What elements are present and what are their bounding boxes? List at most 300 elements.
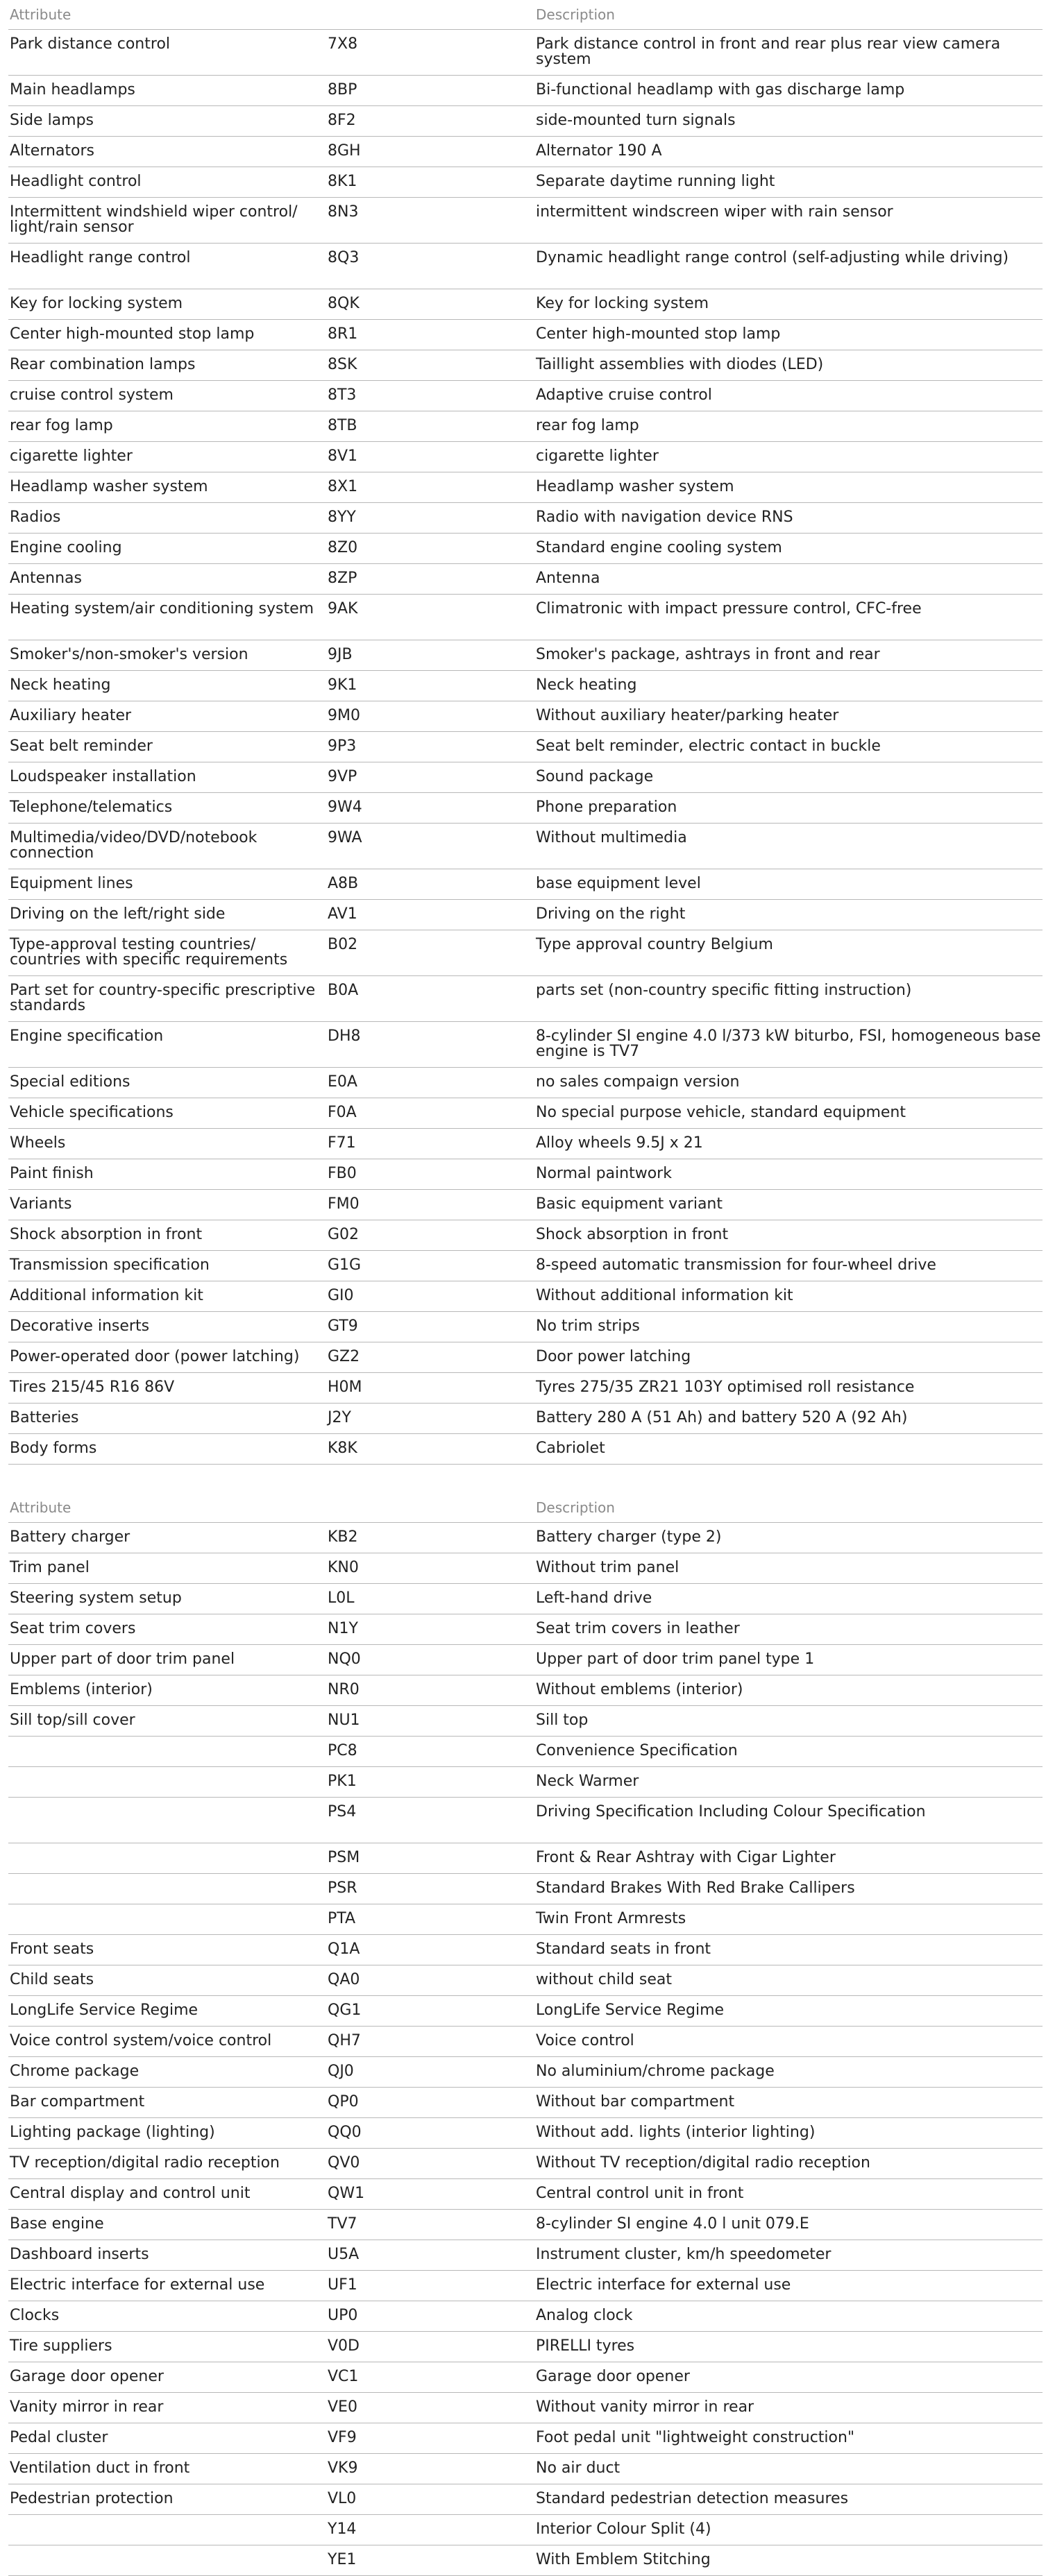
table-row [8, 1614, 1043, 1645]
code-cell: GT9 [326, 1312, 534, 1342]
description-cell: Sound package [534, 762, 1043, 793]
code-cell: H0M [326, 1373, 534, 1404]
attribute-cell: Tire suppliers [8, 2332, 326, 2362]
description-cell: No air duct [534, 2454, 1043, 2484]
attribute-cell: Vehicle specifications [8, 1098, 326, 1129]
description-cell: Battery 280 A (51 Ah) and battery 520 A (92 Ah) [534, 1404, 1043, 1434]
code-cell: PTA [326, 1904, 534, 1935]
description-cell: Electric interface for external use [534, 2271, 1043, 2301]
code-cell: 9VP [326, 762, 534, 793]
code-cell: VE0 [326, 2393, 534, 2423]
code-cell: DH8 [326, 1022, 534, 1068]
table-row [8, 1584, 1043, 1614]
description-cell: Radio with navigation device RNS [534, 503, 1043, 534]
attribute-cell: Multimedia/video/DVD/notebook connection [8, 824, 326, 869]
attribute-cell: Sill top/sill cover [8, 1706, 326, 1737]
table-row [8, 1220, 1043, 1251]
description-cell: Type approval country Belgium [534, 930, 1043, 976]
table-row [8, 2362, 1043, 2393]
table-header-row [8, 1493, 1043, 1523]
attribute-cell: Engine cooling [8, 534, 326, 564]
description-cell: Without emblems (interior) [534, 1675, 1043, 1706]
code-cell: 8R1 [326, 320, 534, 350]
attribute-cell: Chrome package [8, 2057, 326, 2088]
description-cell: LongLife Service Regime [534, 1996, 1043, 2027]
code-cell: UP0 [326, 2301, 534, 2332]
table-row [8, 1404, 1043, 1434]
table-row [8, 2240, 1043, 2271]
description-cell: Standard Brakes With Red Brake Callipers [534, 1874, 1043, 1904]
attribute-cell: Seat belt reminder [8, 732, 326, 762]
table-row [8, 1706, 1043, 1737]
table-row [8, 1996, 1043, 2027]
attribute-cell: Equipment lines [8, 869, 326, 900]
table-row [8, 2454, 1043, 2484]
description-cell: Phone preparation [534, 793, 1043, 824]
code-column-header [326, 0, 534, 30]
attribute-cell: Seat trim covers [8, 1614, 326, 1645]
description-cell: Without TV reception/digital radio reception [534, 2149, 1043, 2179]
description-cell: Upper part of door trim panel type 1 [534, 1645, 1043, 1675]
code-cell: G1G [326, 1251, 534, 1281]
description-cell: Neck Warmer [534, 1767, 1043, 1798]
table-body [8, 30, 1043, 1465]
code-cell: Q1A [326, 1935, 534, 1965]
table-body [8, 1523, 1043, 2576]
code-cell: PSR [326, 1874, 534, 1904]
equipment-table-2 [8, 1493, 1043, 2576]
table-row [8, 2332, 1043, 2362]
description-cell: Center high-mounted stop lamp [534, 320, 1043, 350]
table-row [8, 1129, 1043, 1159]
table-row [8, 1098, 1043, 1129]
attribute-cell: cigarette lighter [8, 442, 326, 472]
description-cell: Seat trim covers in leather [534, 1614, 1043, 1645]
description-cell: Driving on the right [534, 900, 1043, 930]
code-cell: PK1 [326, 1767, 534, 1798]
attribute-cell: Rear combination lamps [8, 350, 326, 381]
attribute-cell: Headlight control [8, 167, 326, 198]
table-row [8, 2515, 1043, 2545]
description-cell: Standard pedestrian detection measures [534, 2484, 1043, 2515]
description-cell: Without trim panel [534, 1553, 1043, 1584]
table-row [8, 671, 1043, 701]
attribute-cell: Headlamp washer system [8, 472, 326, 503]
table-row [8, 640, 1043, 671]
description-cell: Without additional information kit [534, 1281, 1043, 1312]
attribute-cell: Auxiliary heater [8, 701, 326, 732]
attribute-cell [8, 1843, 326, 1874]
description-cell: Without auxiliary heater/parking heater [534, 701, 1043, 732]
code-cell: NR0 [326, 1675, 534, 1706]
attribute-cell: Child seats [8, 1965, 326, 1996]
code-cell: KN0 [326, 1553, 534, 1584]
table-row [8, 1312, 1043, 1342]
table-row [8, 793, 1043, 824]
description-cell: Without add. lights (interior lighting) [534, 2118, 1043, 2149]
attribute-cell: Park distance control [8, 30, 326, 76]
table-row [8, 289, 1043, 320]
description-cell: cigarette lighter [534, 442, 1043, 472]
code-cell: 8GH [326, 137, 534, 167]
code-cell: QJ0 [326, 2057, 534, 2088]
description-cell: without child seat [534, 1965, 1043, 1996]
table-row [8, 167, 1043, 198]
attribute-cell: Garage door opener [8, 2362, 326, 2393]
code-cell: PS4 [326, 1798, 534, 1843]
table-separator [8, 1465, 1043, 1493]
code-cell: 8TB [326, 411, 534, 442]
table-row [8, 1251, 1043, 1281]
table-row [8, 869, 1043, 900]
attribute-cell: Type-approval testing countries/ countries with specific requirements [8, 930, 326, 976]
attribute-cell: Trim panel [8, 1553, 326, 1584]
attribute-cell: Decorative inserts [8, 1312, 326, 1342]
attribute-cell: Headlight range control [8, 244, 326, 289]
table-row [8, 2057, 1043, 2088]
code-cell: GZ2 [326, 1342, 534, 1373]
table-row [8, 1159, 1043, 1190]
table-row [8, 503, 1043, 534]
description-cell: 8-cylinder SI engine 4.0 l unit 079.E [534, 2210, 1043, 2240]
description-cell: Without vanity mirror in rear [534, 2393, 1043, 2423]
table-row [8, 1553, 1043, 1584]
table-row [8, 1874, 1043, 1904]
code-cell: 9M0 [326, 701, 534, 732]
attribute-cell: Pedal cluster [8, 2423, 326, 2454]
description-cell: PIRELLI tyres [534, 2332, 1043, 2362]
attribute-cell: Neck heating [8, 671, 326, 701]
description-cell: Key for locking system [534, 289, 1043, 320]
attribute-cell: Lighting package (lighting) [8, 2118, 326, 2149]
attribute-cell: Side lamps [8, 106, 326, 137]
equipment-table-1 [8, 0, 1043, 1465]
description-cell: Shock absorption in front [534, 1220, 1043, 1251]
code-cell: 8ZP [326, 564, 534, 595]
code-cell: B02 [326, 930, 534, 976]
table-row [8, 534, 1043, 564]
code-cell: QQ0 [326, 2118, 534, 2149]
table-row [8, 1190, 1043, 1220]
description-cell: Analog clock [534, 2301, 1043, 2332]
table-row [8, 472, 1043, 503]
table-row [8, 762, 1043, 793]
description-cell: Foot pedal unit "lightweight construction" [534, 2423, 1043, 2454]
attribute-cell: Part set for country-specific prescriptive standards [8, 976, 326, 1022]
table-row [8, 76, 1043, 106]
description-cell: Convenience Specification [534, 1737, 1043, 1767]
code-cell: 8QK [326, 289, 534, 320]
code-cell: 8N3 [326, 198, 534, 244]
table-row [8, 1068, 1043, 1098]
description-cell: rear fog lamp [534, 411, 1043, 442]
table-row [8, 976, 1043, 1022]
code-cell: 8F2 [326, 106, 534, 137]
description-cell: Door power latching [534, 1342, 1043, 1373]
table-row [8, 2484, 1043, 2515]
description-cell: Alloy wheels 9.5J x 21 [534, 1129, 1043, 1159]
table-row [8, 1767, 1043, 1798]
table-row [8, 1434, 1043, 1465]
attribute-cell: cruise control system [8, 381, 326, 411]
description-cell: base equipment level [534, 869, 1043, 900]
attribute-cell: Central display and control unit [8, 2179, 326, 2210]
table-row [8, 411, 1043, 442]
table-row [8, 824, 1043, 869]
code-cell: QG1 [326, 1996, 534, 2027]
code-cell: TV7 [326, 2210, 534, 2240]
attribute-cell: Clocks [8, 2301, 326, 2332]
table-row [8, 2393, 1043, 2423]
code-cell: VC1 [326, 2362, 534, 2393]
description-cell: parts set (non-country specific fitting instruction) [534, 976, 1043, 1022]
attribute-cell: Engine specification [8, 1022, 326, 1068]
table-row [8, 350, 1043, 381]
description-cell: Central control unit in front [534, 2179, 1043, 2210]
code-cell: 8BP [326, 76, 534, 106]
description-cell: With Emblem Stitching [534, 2545, 1043, 2576]
code-cell: 9K1 [326, 671, 534, 701]
code-cell: UF1 [326, 2271, 534, 2301]
code-cell: 9P3 [326, 732, 534, 762]
table-row [8, 2149, 1043, 2179]
table-row [8, 1523, 1043, 1553]
attribute-cell: Special editions [8, 1068, 326, 1098]
attribute-cell: Power-operated door (power latching) [8, 1342, 326, 1373]
table-row [8, 1798, 1043, 1843]
attribute-cell: Intermittent windshield wiper control/ light/rain sensor [8, 198, 326, 244]
attribute-cell: Driving on the left/right side [8, 900, 326, 930]
code-cell: NU1 [326, 1706, 534, 1737]
code-cell: J2Y [326, 1404, 534, 1434]
code-cell: B0A [326, 976, 534, 1022]
attribute-cell: Shock absorption in front [8, 1220, 326, 1251]
attribute-cell: Alternators [8, 137, 326, 167]
code-cell: F0A [326, 1098, 534, 1129]
attribute-cell: Base engine [8, 2210, 326, 2240]
table-row [8, 1904, 1043, 1935]
code-cell: QA0 [326, 1965, 534, 1996]
description-cell: Without bar compartment [534, 2088, 1043, 2118]
description-cell: Dynamic headlight range control (self-adjusting while driving) [534, 244, 1043, 289]
code-cell: 8SK [326, 350, 534, 381]
attribute-cell: LongLife Service Regime [8, 1996, 326, 2027]
description-cell: Antenna [534, 564, 1043, 595]
attribute-cell: Main headlamps [8, 76, 326, 106]
attribute-cell: Body forms [8, 1434, 326, 1465]
code-cell: QV0 [326, 2149, 534, 2179]
attribute-cell: Pedestrian protection [8, 2484, 326, 2515]
code-cell: FB0 [326, 1159, 534, 1190]
table-row [8, 1965, 1043, 1996]
code-cell: G02 [326, 1220, 534, 1251]
attribute-cell: Radios [8, 503, 326, 534]
description-cell: Seat belt reminder, electric contact in buckle [534, 732, 1043, 762]
attribute-cell [8, 1767, 326, 1798]
code-cell: QW1 [326, 2179, 534, 2210]
table-row [8, 137, 1043, 167]
table-row [8, 900, 1043, 930]
code-cell: A8B [326, 869, 534, 900]
table-row [8, 564, 1043, 595]
description-cell: Normal paintwork [534, 1159, 1043, 1190]
description-cell: Basic equipment variant [534, 1190, 1043, 1220]
description-cell: Instrument cluster, km/h speedometer [534, 2240, 1043, 2271]
code-cell: PC8 [326, 1737, 534, 1767]
table-row [8, 1675, 1043, 1706]
code-cell: 8YY [326, 503, 534, 534]
description-cell: Headlamp washer system [534, 472, 1043, 503]
attribute-cell: Paint finish [8, 1159, 326, 1190]
attribute-cell: Bar compartment [8, 2088, 326, 2118]
code-cell: YE1 [326, 2545, 534, 2576]
attribute-cell: Ventilation duct in front [8, 2454, 326, 2484]
table-row [8, 1843, 1043, 1874]
table-row [8, 2423, 1043, 2454]
description-column-header: Description [534, 0, 1043, 30]
description-cell: Smoker's package, ashtrays in front and rear [534, 640, 1043, 671]
attribute-cell: Center high-mounted stop lamp [8, 320, 326, 350]
code-cell: QP0 [326, 2088, 534, 2118]
code-cell: QH7 [326, 2027, 534, 2057]
table-row [8, 320, 1043, 350]
code-column-header [326, 1493, 534, 1523]
attribute-cell: Vanity mirror in rear [8, 2393, 326, 2423]
code-cell: 8K1 [326, 167, 534, 198]
description-cell: Sill top [534, 1706, 1043, 1737]
attribute-cell [8, 1737, 326, 1767]
attribute-cell [8, 1798, 326, 1843]
table-row [8, 198, 1043, 244]
table-row [8, 30, 1043, 76]
table-row [8, 2271, 1043, 2301]
code-cell: F71 [326, 1129, 534, 1159]
table-row [8, 2301, 1043, 2332]
table-row [8, 2210, 1043, 2240]
code-cell: NQ0 [326, 1645, 534, 1675]
description-cell: Park distance control in front and rear plus rear view camera system [534, 30, 1043, 76]
table-row [8, 1022, 1043, 1068]
description-cell: Driving Specification Including Colour Specification [534, 1798, 1043, 1843]
description-cell: No trim strips [534, 1312, 1043, 1342]
attribute-cell [8, 1904, 326, 1935]
table-row [8, 2545, 1043, 2576]
attribute-cell [8, 1874, 326, 1904]
attribute-cell: Wheels [8, 1129, 326, 1159]
attribute-cell: Emblems (interior) [8, 1675, 326, 1706]
code-cell: V0D [326, 2332, 534, 2362]
code-cell: 7X8 [326, 30, 534, 76]
table-row [8, 732, 1043, 762]
table-row [8, 442, 1043, 472]
attribute-cell: Additional information kit [8, 1281, 326, 1312]
table-row [8, 1645, 1043, 1675]
table-row [8, 1935, 1043, 1965]
table-row [8, 2027, 1043, 2057]
attribute-cell [8, 2545, 326, 2576]
attribute-cell: Smoker's/non-smoker's version [8, 640, 326, 671]
attribute-cell: Telephone/telematics [8, 793, 326, 824]
description-cell: Separate daytime running light [534, 167, 1043, 198]
table-row [8, 595, 1043, 640]
description-cell: Adaptive cruise control [534, 381, 1043, 411]
description-cell: Interior Colour Split (4) [534, 2515, 1043, 2545]
code-cell: FM0 [326, 1190, 534, 1220]
attribute-cell: Antennas [8, 564, 326, 595]
description-cell: 8-cylinder SI engine 4.0 l/373 kW biturbo, FSI, homogeneous base engine is TV7 [534, 1022, 1043, 1068]
code-cell: PSM [326, 1843, 534, 1874]
table-row [8, 1281, 1043, 1312]
attribute-cell: Voice control system/voice control [8, 2027, 326, 2057]
attribute-cell: rear fog lamp [8, 411, 326, 442]
code-cell: AV1 [326, 900, 534, 930]
description-cell: Standard seats in front [534, 1935, 1043, 1965]
attribute-cell: Upper part of door trim panel [8, 1645, 326, 1675]
code-cell: 9JB [326, 640, 534, 671]
code-cell: VF9 [326, 2423, 534, 2454]
description-cell: Neck heating [534, 671, 1043, 701]
attribute-cell: Loudspeaker installation [8, 762, 326, 793]
description-cell: Voice control [534, 2027, 1043, 2057]
table-row [8, 2179, 1043, 2210]
code-cell: Y14 [326, 2515, 534, 2545]
attribute-cell: Batteries [8, 1404, 326, 1434]
table-row [8, 244, 1043, 289]
code-cell: VL0 [326, 2484, 534, 2515]
code-cell: 8V1 [326, 442, 534, 472]
description-cell: No aluminium/chrome package [534, 2057, 1043, 2088]
description-cell: 8-speed automatic transmission for four-wheel drive [534, 1251, 1043, 1281]
description-cell: Standard engine cooling system [534, 534, 1043, 564]
description-cell: Tyres 275/35 ZR21 103Y optimised roll resistance [534, 1373, 1043, 1404]
table-row [8, 1373, 1043, 1404]
description-column-header: Description [534, 1493, 1043, 1523]
table-row [8, 930, 1043, 976]
description-cell: Left-hand drive [534, 1584, 1043, 1614]
attribute-cell: Tires 215/45 R16 86V [8, 1373, 326, 1404]
attribute-cell: Front seats [8, 1935, 326, 1965]
attribute-column-header: Attribute [8, 0, 326, 30]
table-row [8, 106, 1043, 137]
description-cell: intermittent windscreen wiper with rain sensor [534, 198, 1043, 244]
description-cell: No special purpose vehicle, standard equipment [534, 1098, 1043, 1129]
table-row [8, 701, 1043, 732]
description-cell: Twin Front Armrests [534, 1904, 1043, 1935]
description-cell: Taillight assemblies with diodes (LED) [534, 350, 1043, 381]
code-cell: 9WA [326, 824, 534, 869]
description-cell: Alternator 190 A [534, 137, 1043, 167]
description-cell: Battery charger (type 2) [534, 1523, 1043, 1553]
description-cell: side-mounted turn signals [534, 106, 1043, 137]
attribute-cell: Key for locking system [8, 289, 326, 320]
attribute-cell: Steering system setup [8, 1584, 326, 1614]
table-row [8, 2088, 1043, 2118]
table-row [8, 381, 1043, 411]
table-header-row [8, 0, 1043, 30]
table-row [8, 1342, 1043, 1373]
description-cell: Climatronic with impact pressure control, CFC-free [534, 595, 1043, 640]
code-cell: 8Z0 [326, 534, 534, 564]
description-cell: Cabriolet [534, 1434, 1043, 1465]
code-cell: 8Q3 [326, 244, 534, 289]
attribute-cell: Dashboard inserts [8, 2240, 326, 2271]
code-cell: E0A [326, 1068, 534, 1098]
code-cell: U5A [326, 2240, 534, 2271]
description-cell: Bi-functional headlamp with gas discharge lamp [534, 76, 1043, 106]
attribute-cell: Electric interface for external use [8, 2271, 326, 2301]
code-cell: 8X1 [326, 472, 534, 503]
code-cell: VK9 [326, 2454, 534, 2484]
